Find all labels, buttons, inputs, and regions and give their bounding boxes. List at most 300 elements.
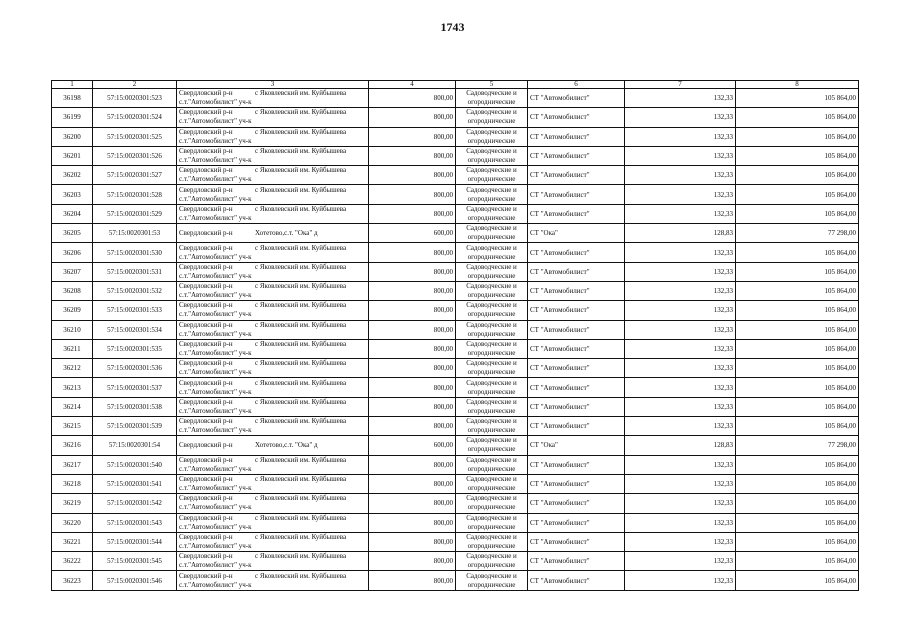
- table-row: [52, 262, 859, 281]
- land-use-line-2: огороднические: [467, 291, 516, 300]
- land-use-line-1: Садоводческие и: [466, 494, 517, 503]
- address-line-2: с.т."Автомобилист" уч-к: [179, 561, 252, 570]
- address-cell: [177, 127, 369, 146]
- record-number: 36206: [52, 243, 93, 262]
- address-line-2: с.т."Автомобилист" уч-к: [179, 271, 252, 280]
- address-cell: [177, 243, 369, 262]
- address-line-1: [179, 340, 366, 349]
- address-line-2: с.т."Автомобилист" уч-к: [179, 522, 252, 531]
- cadastral-number: 57:15:0020301:540: [93, 455, 177, 474]
- land-use-line-1: Садоводческие и: [466, 455, 517, 464]
- land-use-line-2: огороднические: [467, 329, 516, 338]
- address-line-2: с.т."Автомобилист" уч-к: [179, 541, 252, 550]
- owner-name: СТ "Автомобилист": [528, 320, 625, 339]
- table-row: [52, 281, 859, 300]
- column-header: 8: [736, 81, 859, 89]
- specific-value: 132,33: [625, 146, 736, 165]
- land-use-cell: [456, 127, 528, 146]
- owner-name: СТ "Автомобилист": [528, 185, 625, 204]
- specific-value: 132,33: [625, 417, 736, 436]
- land-use-cell: [456, 417, 528, 436]
- record-number: 36215: [52, 417, 93, 436]
- address-line-2: с.т."Автомобилист" уч-к: [179, 329, 252, 338]
- cadastral-value: 105 864,00: [736, 185, 859, 204]
- land-use-line-1: Садоводческие и: [466, 89, 517, 98]
- land-use-cell: [456, 378, 528, 397]
- land-use-line-2: огороднические: [467, 349, 516, 357]
- land-use-line-1: Садоводческие и: [466, 397, 517, 406]
- address-district: Свердловский р-н: [179, 108, 233, 117]
- address-line-2: с.т."Автомобилист" уч-к: [179, 464, 252, 473]
- record-number: 36220: [52, 513, 93, 532]
- address-locality: с Яковлевский им. Куйбышева: [255, 204, 347, 213]
- address-district: Свердловский р-н: [179, 320, 233, 329]
- land-use-cell: [456, 166, 528, 185]
- address-line-2: с.т."Автомобилист" уч-к: [179, 156, 252, 165]
- address-district: Свердловский р-н: [179, 89, 233, 98]
- record-number: 36221: [52, 532, 93, 551]
- specific-value: 132,33: [625, 513, 736, 532]
- land-use-cell: [456, 146, 528, 165]
- land-use-line-2: огороднические: [467, 368, 516, 377]
- cadastral-value: 105 864,00: [736, 513, 859, 532]
- address-district: Свердловский р-н: [179, 282, 233, 291]
- address-district: Свердловский р-н: [179, 571, 233, 580]
- specific-value: 132,33: [625, 474, 736, 493]
- specific-value: 128,83: [625, 224, 736, 243]
- address-line-1: [179, 441, 366, 450]
- cadastral-value: 105 864,00: [736, 571, 859, 590]
- land-use-line-1: Садоводческие и: [466, 320, 517, 329]
- address-line-2: с.т."Автомобилист" уч-к: [179, 213, 252, 222]
- table-row: [52, 494, 859, 513]
- cadastral-value: 105 864,00: [736, 146, 859, 165]
- area-value: 800,00: [369, 127, 456, 146]
- specific-value: 132,33: [625, 552, 736, 571]
- table-row: [52, 146, 859, 165]
- address-cell: [177, 474, 369, 493]
- cadastral-value: 105 864,00: [736, 320, 859, 339]
- owner-name: СТ "Автомобилист": [528, 474, 625, 493]
- land-use-line-1: Садоводческие и: [466, 262, 517, 271]
- specific-value: 132,33: [625, 494, 736, 513]
- cadastral-value: 105 864,00: [736, 397, 859, 416]
- specific-value: 128,83: [625, 436, 736, 455]
- table-row: [52, 127, 859, 146]
- table-row: [52, 166, 859, 185]
- specific-value: 132,33: [625, 204, 736, 223]
- specific-value: 132,33: [625, 127, 736, 146]
- record-number: 36202: [52, 166, 93, 185]
- address-line-1: [179, 475, 366, 484]
- table-row: [52, 436, 859, 455]
- record-number: 36207: [52, 262, 93, 281]
- cadastral-number: 57:15:0020301:54: [93, 436, 177, 455]
- land-use-cell: [456, 436, 528, 455]
- area-value: 600,00: [369, 436, 456, 455]
- table-row: [52, 513, 859, 532]
- table-row: [52, 532, 859, 551]
- owner-name: СТ "Автомобилист": [528, 397, 625, 416]
- column-header: 4: [369, 81, 456, 89]
- address-line-1: [179, 494, 366, 503]
- record-number: 36203: [52, 185, 93, 204]
- cadastral-value: 105 864,00: [736, 359, 859, 378]
- specific-value: 132,33: [625, 281, 736, 300]
- address-cell: [177, 397, 369, 416]
- specific-value: 132,33: [625, 262, 736, 281]
- cadastral-value: 105 864,00: [736, 204, 859, 223]
- address-line-1: [179, 359, 366, 368]
- owner-name: СТ "Автомобилист": [528, 146, 625, 165]
- cadastral-number: 57:15:0020301:541: [93, 474, 177, 493]
- cadastral-number: 57:15:0020301:528: [93, 185, 177, 204]
- record-number: 36211: [52, 339, 93, 358]
- address-line-2: с.т."Автомобилист" уч-к: [179, 406, 252, 415]
- owner-name: СТ "Автомобилист": [528, 552, 625, 571]
- address-line-2: с.т."Автомобилист" уч-к: [179, 291, 252, 300]
- address-line-1: [179, 186, 366, 195]
- cadastral-value: 105 864,00: [736, 243, 859, 262]
- table-row: [52, 552, 859, 571]
- cadastral-number: 57:15:0020301:544: [93, 532, 177, 551]
- record-number: 36222: [52, 552, 93, 571]
- land-use-line-1: Садоводческие и: [466, 127, 517, 136]
- record-number: 36223: [52, 571, 93, 590]
- address-district: Свердловский р-н: [179, 417, 233, 426]
- address-district: Свердловский р-н: [179, 359, 233, 368]
- land-use-line-2: огороднические: [467, 271, 516, 280]
- land-use-cell: [456, 204, 528, 223]
- specific-value: 132,33: [625, 320, 736, 339]
- record-number: 36216: [52, 436, 93, 455]
- cadastral-number: 57:15:0020301:529: [93, 204, 177, 223]
- cadastral-number: 57:15:0020301:533: [93, 301, 177, 320]
- address-line-2: с.т."Автомобилист" уч-к: [179, 503, 252, 512]
- specific-value: 132,33: [625, 532, 736, 551]
- area-value: 800,00: [369, 513, 456, 532]
- address-locality: с Яковлевский им. Куйбышева: [255, 108, 347, 117]
- cadastral-value: 105 864,00: [736, 262, 859, 281]
- owner-name: СТ "Автомобилист": [528, 243, 625, 262]
- address-line-2: с.т."Автомобилист" уч-к: [179, 136, 252, 145]
- address-locality: с Яковлевский им. Куйбышева: [255, 475, 347, 484]
- address-locality: с Яковлевский им. Куйбышева: [255, 359, 347, 368]
- land-use-line-2: огороднические: [467, 484, 516, 493]
- address-line-1: [179, 398, 366, 407]
- address-line-1: [179, 128, 366, 137]
- land-use-line-1: Садоводческие и: [466, 166, 517, 175]
- address-line-1: [179, 166, 366, 175]
- address-line-1: [179, 456, 366, 465]
- owner-name: СТ "Автомобилист": [528, 513, 625, 532]
- area-value: 800,00: [369, 204, 456, 223]
- address-locality: с Яковлевский им. Куйбышева: [255, 262, 347, 271]
- owner-name: СТ "Автомобилист": [528, 571, 625, 590]
- address-locality: с Яковлевский им. Куйбышева: [255, 378, 347, 387]
- owner-name: СТ "Автомобилист": [528, 532, 625, 551]
- record-number: 36219: [52, 494, 93, 513]
- address-line-1: [179, 244, 366, 253]
- cadastral-number: 57:15:0020301:539: [93, 417, 177, 436]
- cadastral-number: 57:15:0020301:538: [93, 397, 177, 416]
- address-locality: с Яковлевский им. Куйбышева: [255, 301, 347, 310]
- address-district: Свердловский р-н: [179, 532, 233, 541]
- address-line-1: [179, 263, 366, 272]
- land-use-cell: [456, 185, 528, 204]
- column-header: 2: [93, 81, 177, 89]
- record-number: 36198: [52, 89, 93, 108]
- land-register-table: [51, 80, 859, 591]
- land-use-cell: [456, 89, 528, 108]
- area-value: 800,00: [369, 262, 456, 281]
- table-row: [52, 378, 859, 397]
- owner-name: СТ "Автомобилист": [528, 455, 625, 474]
- address-locality: с Яковлевский им. Куйбышева: [255, 397, 347, 406]
- cadastral-number: 57:15:0020301:534: [93, 320, 177, 339]
- address-locality: Хотетово,с.т. "Ока" д: [255, 228, 318, 237]
- table-row: [52, 89, 859, 108]
- land-use-line-1: Садоводческие и: [466, 532, 517, 541]
- address-district: Свердловский р-н: [179, 475, 233, 484]
- land-use-cell: [456, 571, 528, 590]
- land-use-line-2: огороднические: [467, 561, 516, 570]
- owner-name: СТ "Ока": [528, 436, 625, 455]
- address-district: Свердловский р-н: [179, 127, 233, 136]
- area-value: 800,00: [369, 494, 456, 513]
- table-row: [52, 204, 859, 223]
- table-row: [52, 339, 859, 358]
- area-value: 800,00: [369, 166, 456, 185]
- address-locality: с Яковлевский им. Куйбышева: [255, 571, 347, 580]
- specific-value: 132,33: [625, 571, 736, 590]
- area-value: 800,00: [369, 146, 456, 165]
- area-value: 800,00: [369, 185, 456, 204]
- column-header: 5: [456, 81, 528, 89]
- address-line-1: [179, 533, 366, 542]
- specific-value: 132,33: [625, 89, 736, 108]
- owner-name: СТ "Автомобилист": [528, 417, 625, 436]
- record-number: 36217: [52, 455, 93, 474]
- owner-name: СТ "Автомобилист": [528, 359, 625, 378]
- table-body: [52, 89, 859, 591]
- cadastral-value: 105 864,00: [736, 339, 859, 358]
- land-use-cell: [456, 339, 528, 358]
- record-number: 36214: [52, 397, 93, 416]
- area-value: 800,00: [369, 455, 456, 474]
- address-cell: [177, 513, 369, 532]
- address-line-1: [179, 205, 366, 214]
- record-number: 36204: [52, 204, 93, 223]
- record-number: 36212: [52, 359, 93, 378]
- address-locality: с Яковлевский им. Куйбышева: [255, 147, 347, 156]
- column-header: 3: [177, 81, 369, 89]
- address-line-2: с.т."Автомобилист" уч-к: [179, 194, 252, 203]
- address-line-1: [179, 301, 366, 310]
- land-use-cell: [456, 532, 528, 551]
- cadastral-value: 105 864,00: [736, 532, 859, 551]
- specific-value: 132,33: [625, 166, 736, 185]
- area-value: 800,00: [369, 417, 456, 436]
- cadastral-value: 105 864,00: [736, 108, 859, 127]
- land-use-line-1: Садоводческие и: [466, 108, 517, 117]
- cadastral-value: 105 864,00: [736, 417, 859, 436]
- address-cell: [177, 185, 369, 204]
- land-use-line-1: Садоводческие и: [466, 436, 517, 445]
- address-cell: [177, 262, 369, 281]
- address-line-1: [179, 552, 366, 561]
- land-use-line-2: огороднические: [467, 406, 516, 415]
- land-use-cell: [456, 494, 528, 513]
- area-value: 800,00: [369, 532, 456, 551]
- cadastral-number: 57:15:0020301:531: [93, 262, 177, 281]
- cadastral-number: 57:15:0020301:536: [93, 359, 177, 378]
- land-use-line-2: огороднические: [467, 503, 516, 512]
- land-use-line-1: Садоводческие и: [466, 359, 517, 368]
- area-value: 600,00: [369, 224, 456, 243]
- land-use-cell: [456, 301, 528, 320]
- address-line-2: с.т."Автомобилист" уч-к: [179, 426, 252, 435]
- land-use-line-1: Садоводческие и: [466, 571, 517, 580]
- land-use-cell: [456, 224, 528, 243]
- land-use-cell: [456, 281, 528, 300]
- address-cell: [177, 494, 369, 513]
- land-use-line-1: Садоводческие и: [466, 243, 517, 252]
- cadastral-number: 57:15:0020301:527: [93, 166, 177, 185]
- address-locality: с Яковлевский им. Куйбышева: [255, 127, 347, 136]
- land-use-cell: [456, 552, 528, 571]
- land-use-line-2: огороднические: [467, 117, 516, 126]
- address-cell: [177, 166, 369, 185]
- land-use-line-1: Садоводческие и: [466, 282, 517, 291]
- area-value: 800,00: [369, 552, 456, 571]
- column-number-row: [52, 81, 859, 89]
- specific-value: 132,33: [625, 339, 736, 358]
- address-locality: с Яковлевский им. Куйбышева: [255, 243, 347, 252]
- owner-name: СТ "Автомобилист": [528, 89, 625, 108]
- cadastral-number: 57:15:0020301:532: [93, 281, 177, 300]
- address-line-1: [179, 89, 366, 98]
- address-locality: с Яковлевский им. Куйбышева: [255, 455, 347, 464]
- address-line-1: [179, 282, 366, 291]
- table-row: [52, 571, 859, 590]
- land-use-line-2: огороднические: [467, 541, 516, 550]
- address-line-1: [179, 321, 366, 330]
- cadastral-value: 77 298,00: [736, 224, 859, 243]
- owner-name: СТ "Автомобилист": [528, 262, 625, 281]
- table-row: [52, 224, 859, 243]
- address-locality: с Яковлевский им. Куйбышева: [255, 185, 347, 194]
- page-number: 1743: [440, 20, 465, 34]
- address-cell: [177, 378, 369, 397]
- owner-name: СТ "Автомобилист": [528, 301, 625, 320]
- address-line-1: [179, 108, 366, 117]
- cadastral-number: 57:15:0020301:526: [93, 146, 177, 165]
- table-row: [52, 474, 859, 493]
- land-use-line-2: огороднические: [467, 580, 516, 589]
- record-number: 36205: [52, 224, 93, 243]
- address-locality: с Яковлевский им. Куйбышева: [255, 166, 347, 175]
- address-locality: с Яковлевский им. Куйбышева: [255, 320, 347, 329]
- land-use-line-1: Садоводческие и: [466, 147, 517, 156]
- land-use-line-2: огороднические: [467, 252, 516, 261]
- address-district: Свердловский р-н: [179, 440, 233, 449]
- land-use-cell: [456, 108, 528, 127]
- land-use-line-2: огороднические: [467, 194, 516, 203]
- address-locality: Хотетово,с.т. "Ока" д: [255, 440, 318, 449]
- area-value: 800,00: [369, 89, 456, 108]
- owner-name: СТ "Автомобилист": [528, 108, 625, 127]
- specific-value: 132,33: [625, 397, 736, 416]
- specific-value: 132,33: [625, 359, 736, 378]
- land-use-line-1: Садоводческие и: [466, 340, 517, 348]
- land-use-line-1: Садоводческие и: [466, 378, 517, 387]
- cadastral-number: 57:15:0020301:524: [93, 108, 177, 127]
- land-use-line-2: огороднические: [467, 136, 516, 145]
- address-cell: [177, 320, 369, 339]
- land-use-line-2: огороднические: [467, 310, 516, 319]
- cadastral-value: 105 864,00: [736, 281, 859, 300]
- specific-value: 132,33: [625, 455, 736, 474]
- address-line-2: с.т."Автомобилист" уч-к: [179, 252, 252, 261]
- specific-value: 132,33: [625, 243, 736, 262]
- address-line-2: с.т."Автомобилист" уч-к: [179, 117, 252, 126]
- land-use-line-2: огороднические: [467, 213, 516, 222]
- land-use-cell: [456, 243, 528, 262]
- land-use-line-1: Садоводческие и: [466, 204, 517, 213]
- record-number: 36201: [52, 146, 93, 165]
- address-district: Свердловский р-н: [179, 228, 233, 237]
- land-use-line-2: огороднические: [467, 175, 516, 184]
- cadastral-value: 105 864,00: [736, 455, 859, 474]
- area-value: 800,00: [369, 474, 456, 493]
- land-use-cell: [456, 513, 528, 532]
- cadastral-number: 57:15:0020301:525: [93, 127, 177, 146]
- table-row: [52, 397, 859, 416]
- land-use-line-2: огороднические: [467, 156, 516, 165]
- address-district: Свердловский р-н: [179, 243, 233, 252]
- land-use-line-1: Садоводческие и: [466, 185, 517, 194]
- address-district: Свердловский р-н: [179, 185, 233, 194]
- record-number: 36218: [52, 474, 93, 493]
- record-number: 36199: [52, 108, 93, 127]
- owner-name: СТ "Автомобилист": [528, 281, 625, 300]
- address-line-1: [179, 379, 366, 388]
- address-locality: с Яковлевский им. Куйбышева: [255, 417, 347, 426]
- address-cell: [177, 436, 369, 455]
- address-line-2: с.т."Автомобилист" уч-к: [179, 349, 252, 357]
- land-use-line-2: огороднические: [467, 387, 516, 396]
- area-value: 800,00: [369, 243, 456, 262]
- address-line-2: с.т."Автомобилист" уч-к: [179, 368, 252, 377]
- specific-value: 132,33: [625, 108, 736, 127]
- area-value: 800,00: [369, 397, 456, 416]
- land-use-line-1: Садоводческие и: [466, 552, 517, 561]
- address-district: Свердловский р-н: [179, 340, 233, 348]
- cadastral-value: 77 298,00: [736, 436, 859, 455]
- address-district: Свердловский р-н: [179, 301, 233, 310]
- area-value: 800,00: [369, 378, 456, 397]
- area-value: 800,00: [369, 339, 456, 358]
- specific-value: 132,33: [625, 185, 736, 204]
- specific-value: 132,33: [625, 378, 736, 397]
- column-header: 1: [52, 81, 93, 89]
- land-use-line-1: Садоводческие и: [466, 513, 517, 522]
- address-cell: [177, 89, 369, 108]
- address-cell: [177, 532, 369, 551]
- address-district: Свердловский р-н: [179, 552, 233, 561]
- cadastral-value: 105 864,00: [736, 494, 859, 513]
